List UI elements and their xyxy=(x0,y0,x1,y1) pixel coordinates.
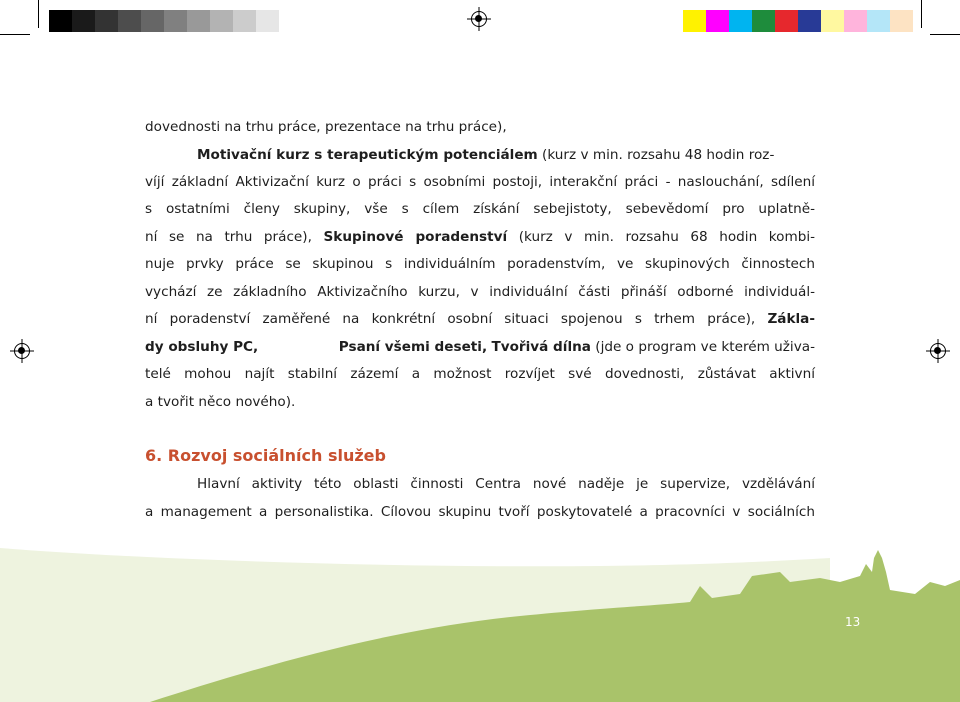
registration-mark-icon xyxy=(930,343,946,359)
gray-swatch-7 xyxy=(187,10,210,32)
text-line: víjí základní Aktivizační kurz o práci s osobními postoji, interakční práci - naslouchání, sdílení xyxy=(145,174,815,190)
text-line: a tvořit něco nového). xyxy=(145,394,296,410)
color-swatch-4 xyxy=(752,10,775,32)
text-line: telé mohou najít stabilní zázemí a možnost rozvíjet své dovednosti, zůstávat aktivní xyxy=(145,366,815,382)
text-line xyxy=(145,309,815,329)
registration-mark-icon xyxy=(14,343,30,359)
text-line: dovednosti na trhu práce, prezentace na trhu práce), xyxy=(145,119,507,135)
gray-swatch-5 xyxy=(141,10,164,32)
page-number: 13 xyxy=(845,615,861,629)
text-fragment: (kurz v min. rozsahu 68 hodin kombi- xyxy=(507,229,816,245)
text-line: nuje prvky práce se skupinou s individuálním poradenstvím, ve skupinových činnostech xyxy=(145,256,815,272)
section-heading: 6. Rozvoj sociálních služeb xyxy=(145,446,386,465)
gray-swatch-8 xyxy=(210,10,233,32)
course-title: Skupinové poradenství xyxy=(323,229,508,245)
gray-swatch-4 xyxy=(118,10,141,32)
course-title: Tvořivá dílna xyxy=(491,339,591,355)
gray-swatch-6 xyxy=(164,10,187,32)
color-swatch-1 xyxy=(683,10,706,32)
town-silhouette-icon xyxy=(0,520,960,702)
course-title: Psaní všemi deseti, xyxy=(338,339,488,355)
text-fragment: (kurz v min. rozsahu 48 hodin roz- xyxy=(537,147,775,163)
color-swatch-9 xyxy=(867,10,890,32)
crop-mark-top-left xyxy=(0,34,30,35)
crop-mark-top-right-vertical xyxy=(921,0,922,28)
color-swatch-7 xyxy=(821,10,844,32)
text-fragment: (jde o program ve kterém uživa- xyxy=(590,339,815,355)
text-line xyxy=(197,145,815,165)
gray-swatch-9 xyxy=(233,10,256,32)
text-line: a management a personalistika. Cílovou skupinu tvoří poskytovatelé a pracovníci v sociálních xyxy=(145,504,815,520)
text-line: s ostatními členy skupiny, vše s cílem získání sebejistoty, sebevědomí pro uplatně- xyxy=(145,201,815,217)
text-fragment: ní poradenství zaměřené na konkrétní osobní situaci spojenou s trhem práce), xyxy=(145,311,768,327)
color-swatch-10 xyxy=(890,10,913,32)
registration-mark-icon xyxy=(471,11,487,27)
gray-swatch-2 xyxy=(72,10,95,32)
text-line: Hlavní aktivity této oblasti činnosti Centra nové naděje je supervize, vzdělávání xyxy=(197,476,815,492)
color-swatch-2 xyxy=(706,10,729,32)
gray-swatch-3 xyxy=(95,10,118,32)
color-swatch-8 xyxy=(844,10,867,32)
course-title: Zákla- xyxy=(767,311,815,327)
gray-swatch-1 xyxy=(49,10,72,32)
text-fragment: ní se na trhu práce), xyxy=(145,229,324,245)
crop-mark-top-left-vertical xyxy=(38,0,39,28)
grayscale-calibration-bar xyxy=(49,10,279,32)
color-calibration-bar xyxy=(683,10,913,32)
color-swatch-3 xyxy=(729,10,752,32)
course-title: dy obsluhy PC, xyxy=(145,339,259,355)
text-line xyxy=(145,337,815,357)
text-line: vychází ze základního Aktivizačního kurzu, v individuální části přináší odborné individuál- xyxy=(145,284,815,300)
color-swatch-6 xyxy=(798,10,821,32)
color-swatch-5 xyxy=(775,10,798,32)
crop-mark-top-right xyxy=(930,34,960,35)
gray-swatch-10 xyxy=(256,10,279,32)
text-line xyxy=(145,227,815,247)
course-title: Motivační kurz s terapeutickým potenciálem xyxy=(197,147,538,163)
